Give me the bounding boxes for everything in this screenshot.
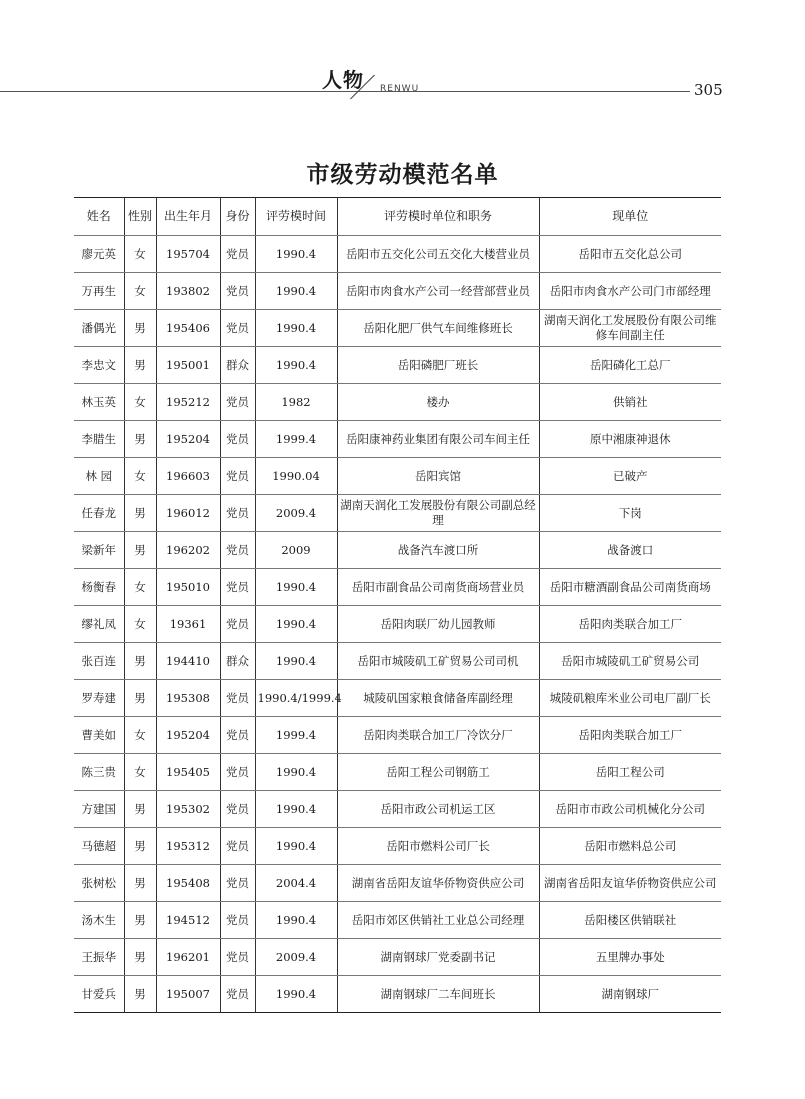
- table-row: [74, 384, 721, 421]
- cell-gender: 男: [124, 902, 156, 939]
- cell-current-unit: 湖南省岳阳友谊华侨物资供应公司: [539, 865, 721, 902]
- cell-award-year: 1990.4: [255, 791, 337, 828]
- table-row: [74, 680, 721, 717]
- cell-current-unit: 岳阳市糖酒副食品公司南货商场: [539, 569, 721, 606]
- cell-status: 党员: [220, 569, 255, 606]
- cell-unit-at-award: 湖南钢球厂二车间班长: [337, 976, 539, 1013]
- cell-current-unit: 城陵矶粮库米业公司电厂副厂长: [539, 680, 721, 717]
- cell-status: 党员: [220, 791, 255, 828]
- cell-award-year: 1990.4: [255, 273, 337, 310]
- cell-status: 党员: [220, 421, 255, 458]
- cell-current-unit: 岳阳楼区供销联社: [539, 902, 721, 939]
- cell-unit-at-award: 岳阳化肥厂供气车间维修班长: [337, 310, 539, 347]
- cell-name: 杨衡春: [74, 569, 124, 606]
- cell-status: 党员: [220, 902, 255, 939]
- cell-gender: 男: [124, 643, 156, 680]
- cell-birth: 195001: [156, 347, 220, 384]
- cell-status: 党员: [220, 458, 255, 495]
- labor-model-table: [74, 197, 721, 1013]
- cell-unit-at-award: 岳阳康神药业集团有限公司车间主任: [337, 421, 539, 458]
- cell-gender: 女: [124, 717, 156, 754]
- cell-name: 方建国: [74, 791, 124, 828]
- cell-name: 梁新年: [74, 532, 124, 569]
- cell-current-unit: 岳阳肉类联合加工厂: [539, 606, 721, 643]
- table-row: [74, 347, 721, 384]
- cell-gender: 男: [124, 347, 156, 384]
- table-header-row: [74, 198, 721, 236]
- section-subtitle: RENWU: [380, 84, 420, 94]
- cell-name: 林玉英: [74, 384, 124, 421]
- cell-award-year: 1990.4: [255, 643, 337, 680]
- cell-status: 党员: [220, 865, 255, 902]
- cell-current-unit: 岳阳工程公司: [539, 754, 721, 791]
- cell-award-year: 1999.4: [255, 421, 337, 458]
- cell-award-year: 1990.4: [255, 828, 337, 865]
- cell-unit-at-award: 岳阳市郊区供销社工业总公司经理: [337, 902, 539, 939]
- cell-status: 党员: [220, 828, 255, 865]
- cell-gender: 女: [124, 606, 156, 643]
- cell-current-unit: 已破产: [539, 458, 721, 495]
- cell-gender: 女: [124, 569, 156, 606]
- table-row: [74, 902, 721, 939]
- cell-award-year: 1982: [255, 384, 337, 421]
- cell-award-year: 1999.4: [255, 717, 337, 754]
- cell-status: 群众: [220, 643, 255, 680]
- cell-award-year: 2009.4: [255, 495, 337, 532]
- cell-unit-at-award: 岳阳市五交化公司五交化大楼营业员: [337, 236, 539, 273]
- cell-unit-at-award: 岳阳磷肥厂班长: [337, 347, 539, 384]
- cell-name: 李忠文: [74, 347, 124, 384]
- cell-award-year: 1990.04: [255, 458, 337, 495]
- cell-award-year: 1990.4: [255, 236, 337, 273]
- cell-status: 党员: [220, 606, 255, 643]
- table-row: [74, 310, 721, 347]
- cell-status: 党员: [220, 939, 255, 976]
- cell-current-unit: 湖南天润化工发展股份有限公司维修车间副主任: [539, 310, 721, 347]
- cell-name: 汤木生: [74, 902, 124, 939]
- cell-award-year: 1990.4: [255, 569, 337, 606]
- cell-birth: 195308: [156, 680, 220, 717]
- cell-birth: 195408: [156, 865, 220, 902]
- table-row: [74, 939, 721, 976]
- cell-gender: 女: [124, 273, 156, 310]
- cell-award-year: 1990.4/1999.4: [255, 680, 337, 717]
- cell-birth: 195212: [156, 384, 220, 421]
- cell-name: 张百连: [74, 643, 124, 680]
- column-header-award-year: 评劳模时间: [255, 198, 337, 236]
- column-header-current-unit: 现单位: [539, 198, 721, 236]
- cell-birth: 195007: [156, 976, 220, 1013]
- cell-current-unit: 供销社: [539, 384, 721, 421]
- cell-name: 任春龙: [74, 495, 124, 532]
- cell-current-unit: 岳阳市五交化总公司: [539, 236, 721, 273]
- cell-name: 王振华: [74, 939, 124, 976]
- cell-birth: 195302: [156, 791, 220, 828]
- cell-status: 党员: [220, 384, 255, 421]
- column-header-status: 身份: [220, 198, 255, 236]
- cell-birth: 196202: [156, 532, 220, 569]
- table-row: [74, 643, 721, 680]
- cell-gender: 女: [124, 458, 156, 495]
- cell-name: 罗寿建: [74, 680, 124, 717]
- table-row: [74, 421, 721, 458]
- cell-gender: 女: [124, 754, 156, 791]
- cell-name: 缪礼凤: [74, 606, 124, 643]
- cell-gender: 男: [124, 828, 156, 865]
- cell-unit-at-award: 岳阳市燃料公司厂长: [337, 828, 539, 865]
- cell-unit-at-award: 战备汽车渡口所: [337, 532, 539, 569]
- cell-status: 党员: [220, 310, 255, 347]
- table-row: [74, 458, 721, 495]
- cell-birth: 195704: [156, 236, 220, 273]
- cell-name: 甘爱兵: [74, 976, 124, 1013]
- cell-current-unit: 原中湘康神退休: [539, 421, 721, 458]
- cell-name: 马德超: [74, 828, 124, 865]
- cell-birth: 195406: [156, 310, 220, 347]
- cell-gender: 男: [124, 310, 156, 347]
- cell-unit-at-award: 湖南钢球厂党委副书记: [337, 939, 539, 976]
- table-row: [74, 865, 721, 902]
- cell-gender: 男: [124, 791, 156, 828]
- cell-unit-at-award: 岳阳市城陵矶工矿贸易公司司机: [337, 643, 539, 680]
- cell-birth: 195204: [156, 421, 220, 458]
- cell-status: 群众: [220, 347, 255, 384]
- cell-unit-at-award: 岳阳市副食品公司南货商场营业员: [337, 569, 539, 606]
- table-row: [74, 495, 721, 532]
- cell-status: 党员: [220, 532, 255, 569]
- cell-award-year: 2004.4: [255, 865, 337, 902]
- cell-award-year: 1990.4: [255, 606, 337, 643]
- section-title: 人物: [322, 68, 364, 92]
- cell-birth: 195204: [156, 717, 220, 754]
- page-number: 305: [694, 81, 723, 99]
- table-row: [74, 717, 721, 754]
- table-body: [74, 236, 721, 1013]
- table-row: [74, 828, 721, 865]
- cell-gender: 女: [124, 384, 156, 421]
- cell-unit-at-award: 岳阳肉联厂幼儿园教师: [337, 606, 539, 643]
- cell-gender: 男: [124, 680, 156, 717]
- table-row: [74, 236, 721, 273]
- cell-gender: 男: [124, 495, 156, 532]
- cell-current-unit: 湖南钢球厂: [539, 976, 721, 1013]
- cell-name: 曹美如: [74, 717, 124, 754]
- cell-name: 万再生: [74, 273, 124, 310]
- cell-status: 党员: [220, 976, 255, 1013]
- cell-unit-at-award: 岳阳市肉食水产公司一经营部营业员: [337, 273, 539, 310]
- document-title: 市级劳动模范名单: [306, 162, 499, 188]
- column-header-birth: 出生年月: [156, 198, 220, 236]
- cell-award-year: 1990.4: [255, 902, 337, 939]
- cell-award-year: 1990.4: [255, 976, 337, 1013]
- cell-name: 张树松: [74, 865, 124, 902]
- cell-gender: 女: [124, 236, 156, 273]
- cell-award-year: 1990.4: [255, 754, 337, 791]
- cell-unit-at-award: 岳阳宾馆: [337, 458, 539, 495]
- column-header-unit-at-award: 评劳模时单位和职务: [337, 198, 539, 236]
- cell-current-unit: 岳阳肉类联合加工厂: [539, 717, 721, 754]
- cell-birth: 195405: [156, 754, 220, 791]
- cell-unit-at-award: 湖南省岳阳友谊华侨物资供应公司: [337, 865, 539, 902]
- cell-status: 党员: [220, 236, 255, 273]
- cell-birth: 193802: [156, 273, 220, 310]
- cell-birth: 196603: [156, 458, 220, 495]
- table-row: [74, 532, 721, 569]
- cell-unit-at-award: 岳阳市政公司机运工区: [337, 791, 539, 828]
- cell-gender: 男: [124, 939, 156, 976]
- cell-birth: 196201: [156, 939, 220, 976]
- cell-current-unit: 岳阳市燃料总公司: [539, 828, 721, 865]
- cell-award-year: 1990.4: [255, 347, 337, 384]
- cell-status: 党员: [220, 680, 255, 717]
- cell-award-year: 2009: [255, 532, 337, 569]
- column-header-name: 姓名: [74, 198, 124, 236]
- cell-current-unit: 下岗: [539, 495, 721, 532]
- cell-unit-at-award: 岳阳肉类联合加工厂冷饮分厂: [337, 717, 539, 754]
- cell-unit-at-award: 湖南天润化工发展股份有限公司副总经理: [337, 495, 539, 532]
- table-row: [74, 754, 721, 791]
- cell-birth: 194512: [156, 902, 220, 939]
- cell-status: 党员: [220, 717, 255, 754]
- cell-name: 陈三贵: [74, 754, 124, 791]
- cell-status: 党员: [220, 754, 255, 791]
- cell-name: 潘偶光: [74, 310, 124, 347]
- cell-current-unit: 五里牌办事处: [539, 939, 721, 976]
- table-row: [74, 791, 721, 828]
- cell-name: 李腊生: [74, 421, 124, 458]
- table-row: [74, 569, 721, 606]
- cell-gender: 男: [124, 421, 156, 458]
- cell-name: 廖元英: [74, 236, 124, 273]
- cell-unit-at-award: 城陵矶国家粮食储备库副经理: [337, 680, 539, 717]
- cell-unit-at-award: 岳阳工程公司钢筋工: [337, 754, 539, 791]
- cell-birth: 195312: [156, 828, 220, 865]
- cell-award-year: 1990.4: [255, 310, 337, 347]
- cell-current-unit: 战备渡口: [539, 532, 721, 569]
- cell-gender: 男: [124, 976, 156, 1013]
- cell-status: 党员: [220, 495, 255, 532]
- cell-gender: 男: [124, 532, 156, 569]
- cell-award-year: 2009.4: [255, 939, 337, 976]
- cell-current-unit: 岳阳市城陵矶工矿贸易公司: [539, 643, 721, 680]
- cell-name: 林 园: [74, 458, 124, 495]
- table-row: [74, 606, 721, 643]
- table-row: [74, 976, 721, 1013]
- cell-unit-at-award: 楼办: [337, 384, 539, 421]
- cell-birth: 195010: [156, 569, 220, 606]
- cell-gender: 男: [124, 865, 156, 902]
- cell-birth: 194410: [156, 643, 220, 680]
- cell-birth: 19361: [156, 606, 220, 643]
- cell-birth: 196012: [156, 495, 220, 532]
- cell-current-unit: 岳阳磷化工总厂: [539, 347, 721, 384]
- column-header-gender: 性别: [124, 198, 156, 236]
- cell-status: 党员: [220, 273, 255, 310]
- cell-current-unit: 岳阳市市政公司机械化分公司: [539, 791, 721, 828]
- cell-current-unit: 岳阳市肉食水产公司门市部经理: [539, 273, 721, 310]
- table-row: [74, 273, 721, 310]
